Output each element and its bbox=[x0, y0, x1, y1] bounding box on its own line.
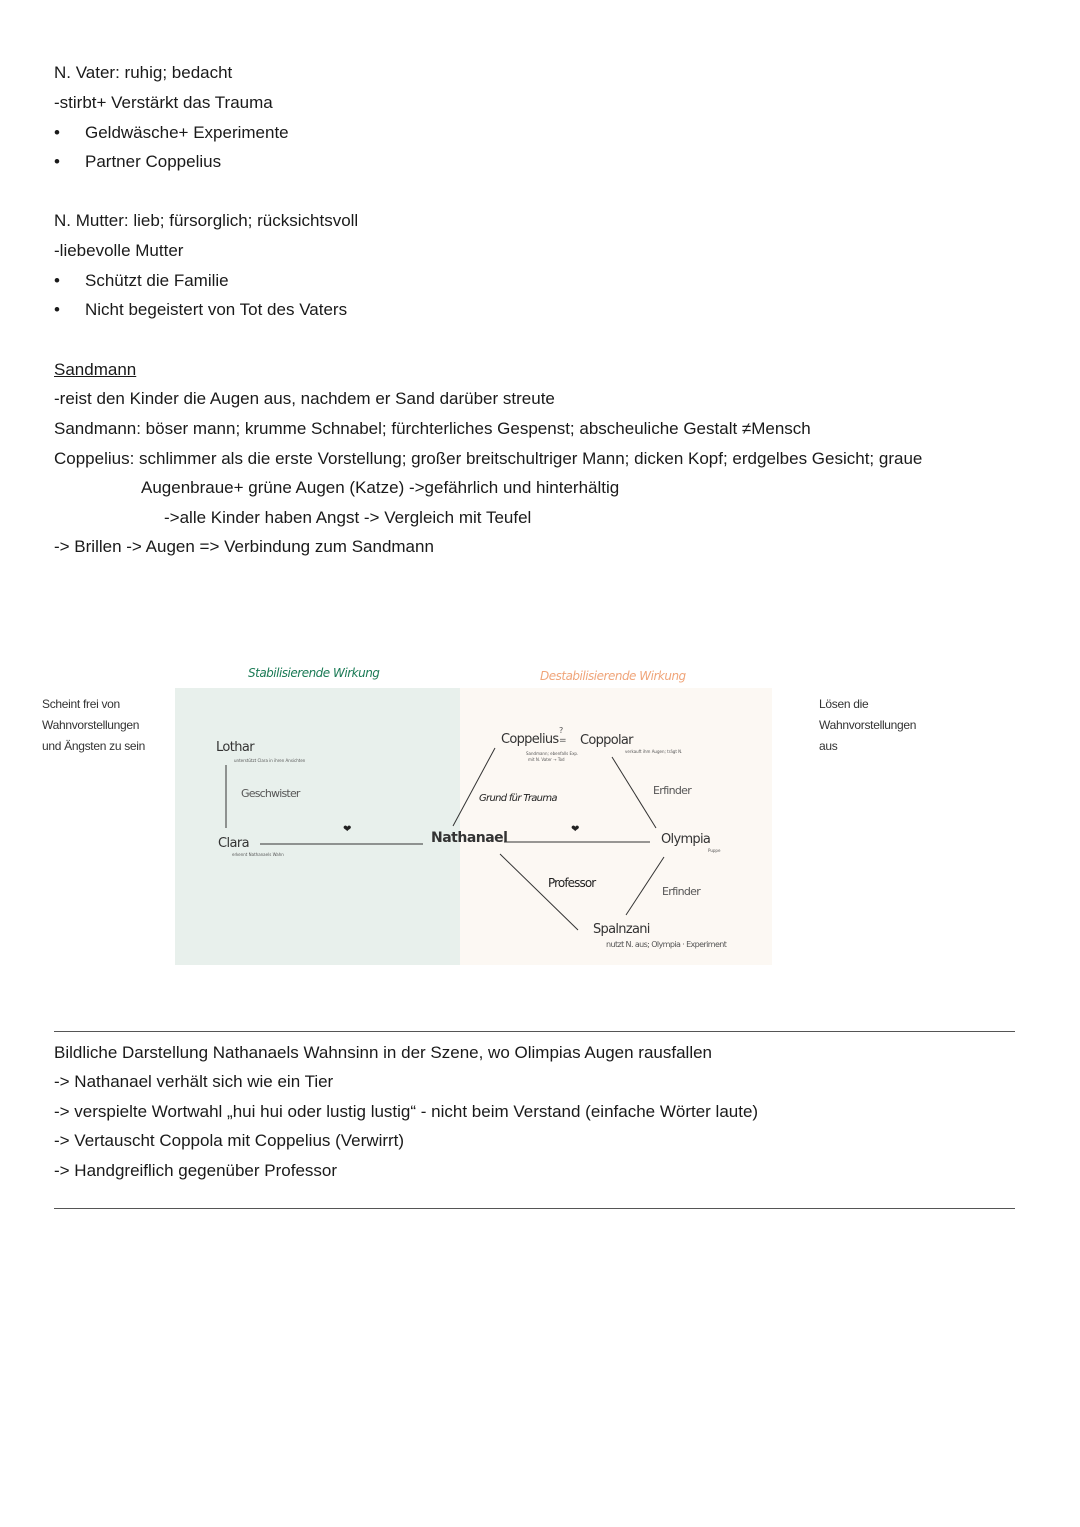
left-note-line: und Ängsten zu sein bbox=[42, 739, 146, 753]
question-mark: ? bbox=[559, 726, 564, 735]
node-olympia: Olympia bbox=[661, 832, 711, 847]
right-note-line: Lösen die bbox=[819, 697, 869, 711]
father-line: -stirbt+ Verstärkt das Trauma bbox=[54, 93, 273, 112]
summary-line: -> Vertauscht Coppola mit Coppelius (Verwirrt) bbox=[54, 1131, 405, 1150]
equals-sign: = bbox=[559, 736, 567, 746]
node-lothar: Lothar bbox=[216, 740, 255, 755]
note-coppelius: Sandmann; ebenfalls Exp. bbox=[526, 751, 579, 756]
bullet-icon: • bbox=[54, 152, 60, 171]
note-spalnzani: nutzt N. aus; Olympia · Experiment bbox=[606, 940, 727, 949]
node-coppolar: Coppolar bbox=[580, 733, 633, 748]
destabilizing-label: Destabilisierende Wirkung bbox=[540, 669, 686, 683]
connector-olympia-spalnzani bbox=[626, 857, 664, 915]
sandmann-line: Augenbraue+ grüne Augen (Katze) ->gefährlich und hinterhältig bbox=[141, 478, 620, 497]
note-olympia: Puppe bbox=[708, 848, 721, 853]
node-clara: Clara bbox=[218, 836, 249, 851]
note-coppolar: verkauft ihm Augen; trägt N. bbox=[625, 749, 683, 754]
edge-label-professor: Professor bbox=[548, 876, 596, 890]
bullet-icon: • bbox=[54, 300, 60, 319]
connector-nathanael-coppelius bbox=[453, 748, 495, 826]
node-nathanael: Nathanael bbox=[431, 830, 508, 846]
divider bbox=[54, 1031, 1015, 1032]
sandmann-line: Coppelius: schlimmer als die erste Vorstellung; großer breitschultriger Mann; dicken Kopf; erdgelbes Gesicht; graue bbox=[54, 449, 923, 468]
mother-heading: N. Mutter: lieb; fürsorglich; rücksichtsvoll bbox=[54, 211, 359, 230]
heart-icon: ❤ bbox=[571, 824, 580, 835]
list-item-text: Geldwäsche+ Experimente bbox=[85, 123, 289, 142]
list-item-text: Partner Coppelius bbox=[85, 152, 222, 171]
list-item-text: Schützt die Familie bbox=[85, 271, 229, 290]
left-note-line: Scheint frei von bbox=[42, 697, 120, 711]
sandmann-line: ->alle Kinder haben Angst -> Vergleich mit Teufel bbox=[164, 508, 532, 527]
mother-line: -liebevolle Mutter bbox=[54, 241, 184, 260]
bullet-icon: • bbox=[54, 271, 60, 290]
summary-line: Bildliche Darstellung Nathanaels Wahnsinn in der Szene, wo Olimpias Augen rausfallen bbox=[54, 1043, 713, 1062]
connector-coppolar-olympia bbox=[612, 757, 656, 828]
note-lothar: unterstützt Clara in ihren Ansichten bbox=[234, 758, 306, 763]
connector-nathanael-spalnzani bbox=[500, 854, 578, 930]
stabilizing-label: Stabilisierende Wirkung bbox=[248, 666, 380, 680]
edge-label-erfinder: Erfinder bbox=[653, 784, 692, 797]
sandmann-line: Sandmann: böser mann; krumme Schnabel; fürchterliches Gespenst; abscheuliche Gestalt ≠Mensch bbox=[54, 419, 811, 438]
summary-line: -> Nathanael verhält sich wie ein Tier bbox=[54, 1072, 334, 1091]
edge-label-erfinder: Erfinder bbox=[662, 885, 701, 898]
left-note-line: Wahnvorstellungen bbox=[42, 718, 140, 732]
edge-label-grund: Grund für Trauma bbox=[479, 793, 557, 804]
heart-icon: ❤ bbox=[343, 824, 352, 835]
note-coppelius: mit N. Vater → Tod bbox=[528, 757, 565, 762]
node-coppelius: Coppelius bbox=[501, 732, 559, 747]
node-spalnzani: Spalnzani bbox=[593, 922, 650, 937]
list-item-text: Nicht begeistert von Tot des Vaters bbox=[85, 300, 348, 319]
father-heading: N. Vater: ruhig; bedacht bbox=[54, 63, 233, 82]
note-clara: erkennt Nathanaels Wahn bbox=[232, 852, 284, 857]
bullet-icon: • bbox=[54, 123, 60, 142]
summary-line: -> Handgreiflich gegenüber Professor bbox=[54, 1161, 338, 1180]
summary-line: -> verspielte Wortwahl „hui hui oder lustig lustig“ - nicht beim Verstand (einfache Wörter laute) bbox=[54, 1102, 759, 1121]
right-note-line: Wahnvorstellungen bbox=[819, 718, 917, 732]
divider bbox=[54, 1208, 1015, 1209]
sandmann-heading: Sandmann bbox=[54, 360, 137, 379]
sandmann-line: -reist den Kinder die Augen aus, nachdem er Sand darüber streute bbox=[54, 389, 555, 408]
edge-label-geschwister: Geschwister bbox=[241, 787, 300, 800]
right-note-line: aus bbox=[819, 739, 838, 753]
sandmann-line: -> Brillen -> Augen => Verbindung zum Sandmann bbox=[54, 537, 434, 556]
